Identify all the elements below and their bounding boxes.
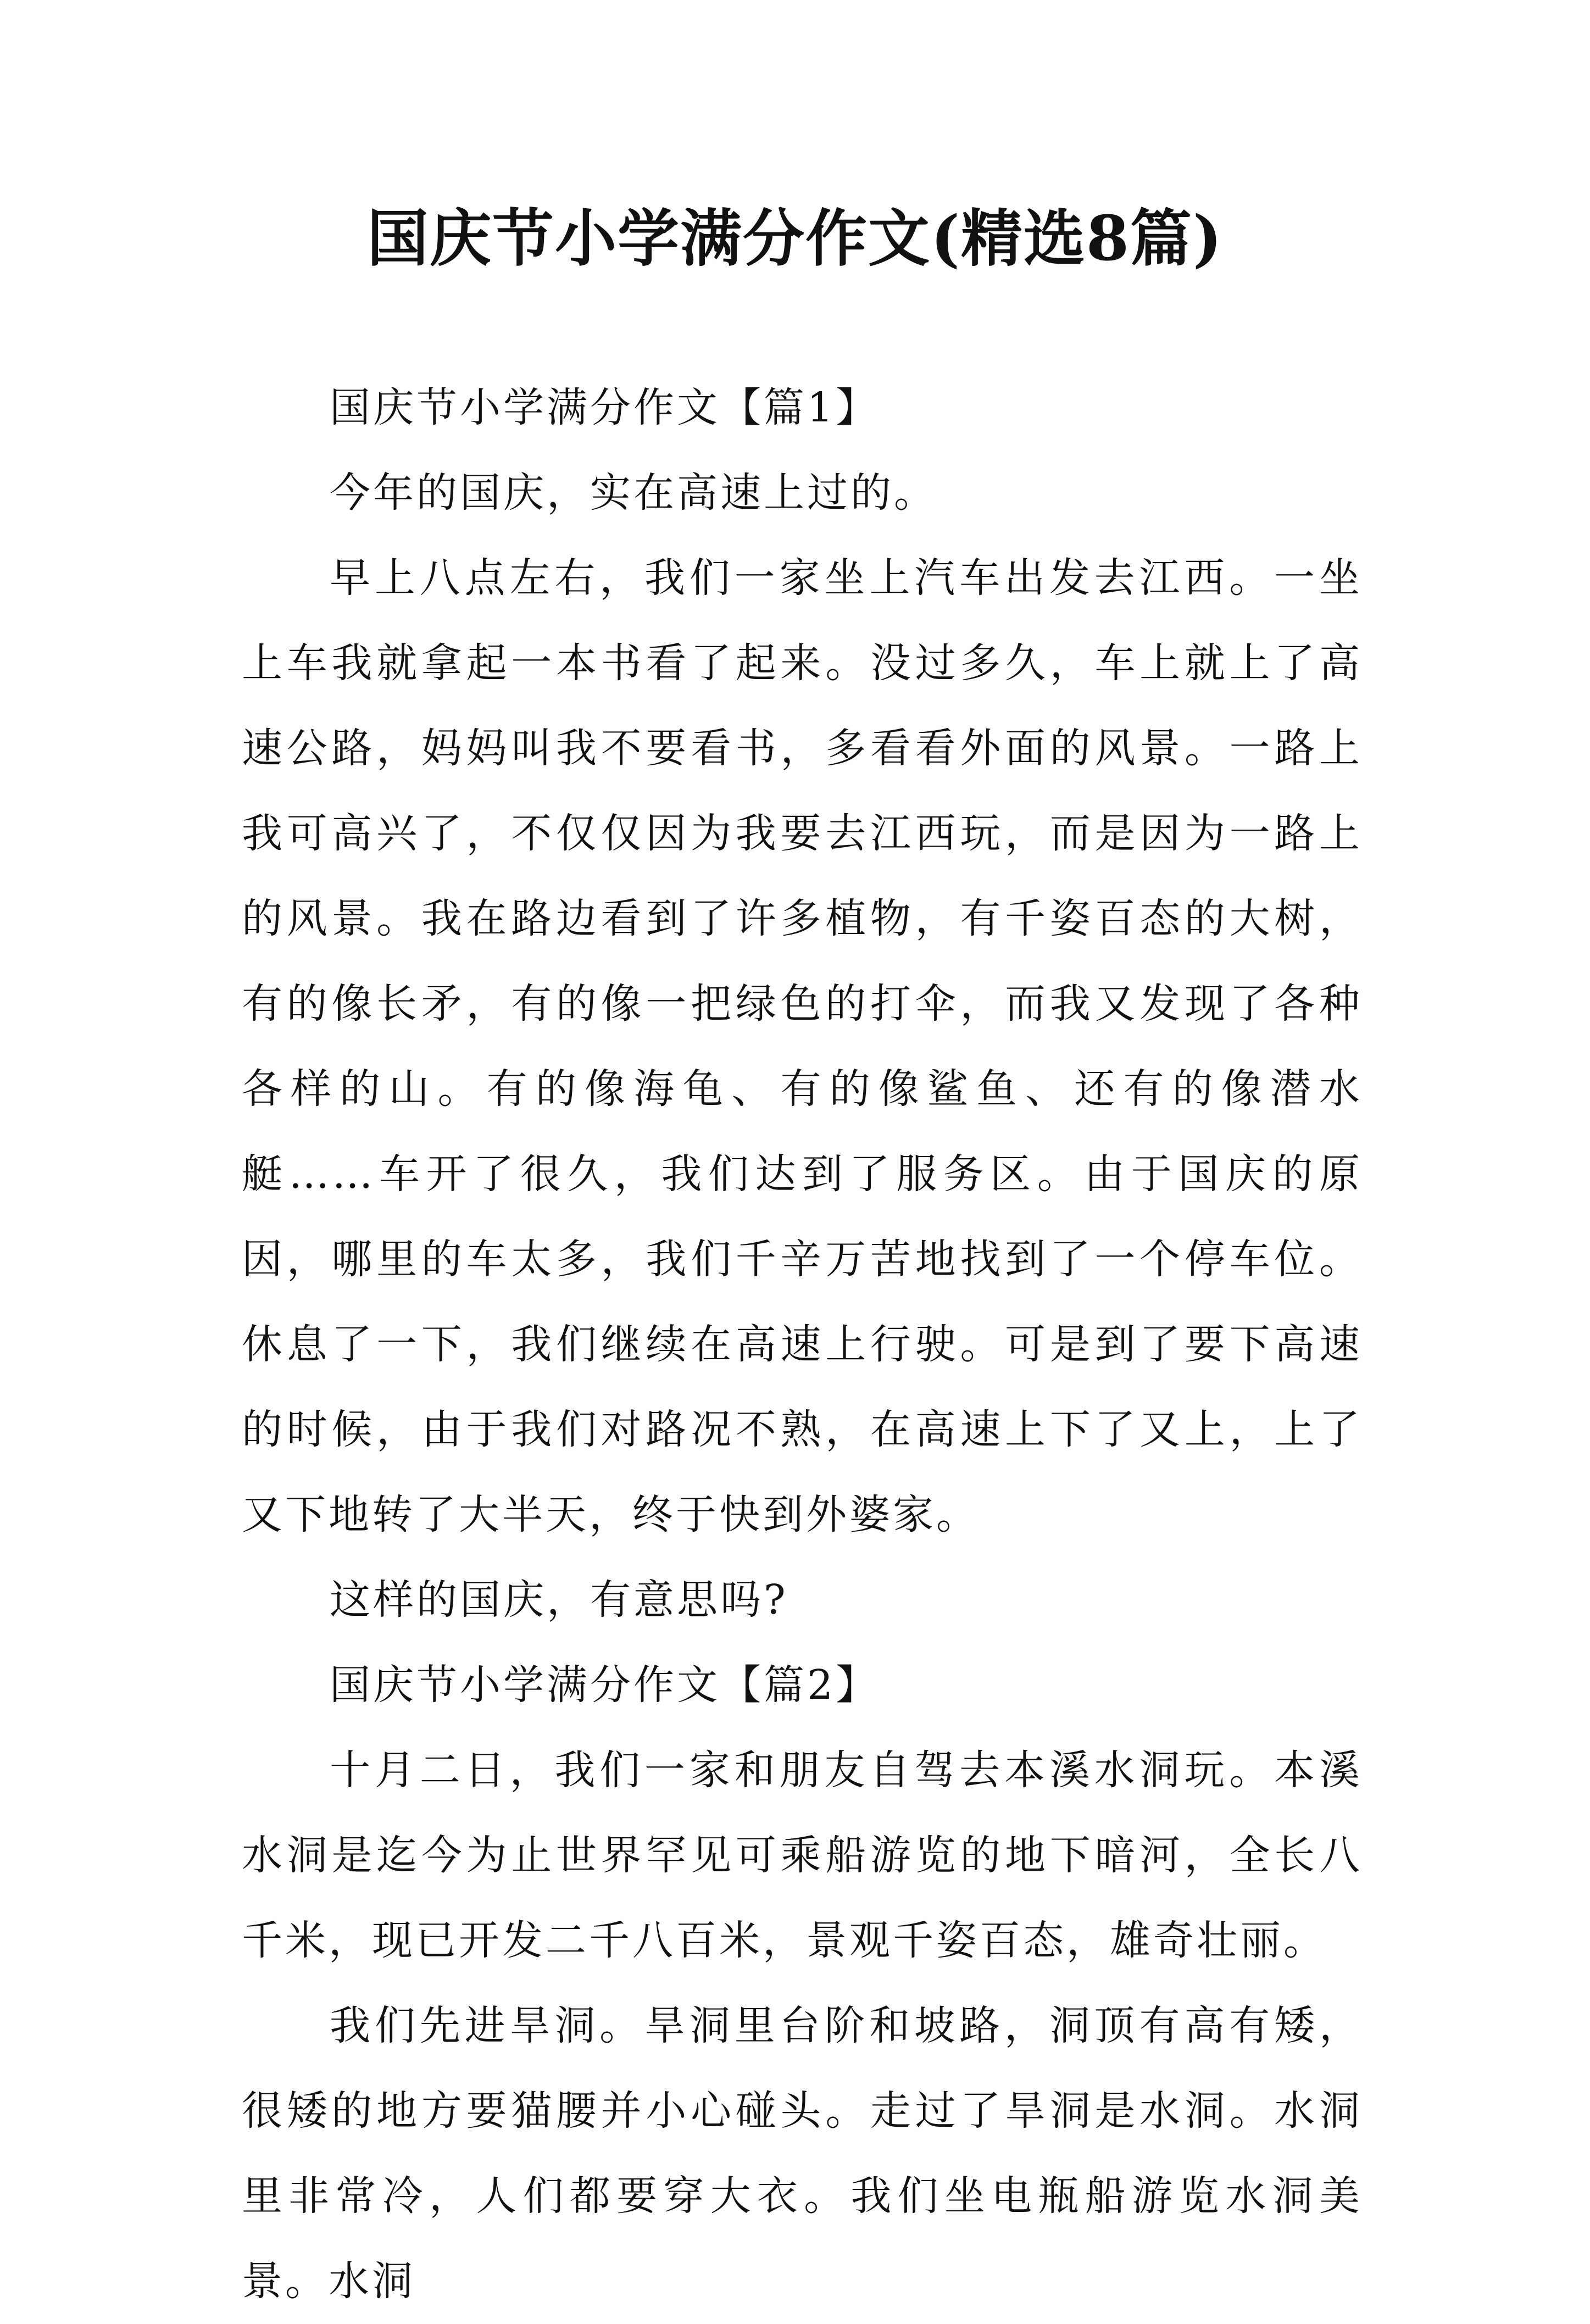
paragraph: 今年的国庆，实在高速上过的。	[330, 469, 937, 516]
document-body	[242, 365, 1363, 2324]
section-heading-2: 国庆节小学满分作文【篇2】	[330, 1661, 880, 1709]
paragraph: 我们先进旱洞。旱洞里台阶和坡路，洞顶有高有矮，很矮的地方要猫腰并小心碰头。走过了旱洞是水洞。水洞里非常冷，人们都要穿大衣。我们坐电瓶船游览水洞美景。水洞	[242, 2002, 1363, 2305]
paragraph: 十月二日，我们一家和朋友自驾去本溪水洞玩。本溪水洞是迄今为止世界罕见可乘船游览的地下暗河，全长八千米，现已开发二千八百米，景观千姿百态，雄奇壮丽。	[242, 1747, 1363, 1964]
section-heading-1: 国庆节小学满分作文【篇1】	[330, 384, 880, 431]
document-title: 国庆节小学满分作文(精选8篇)	[367, 203, 1223, 275]
paragraph: 早上八点左右，我们一家坐上汽车出发去江西。一坐上车我就拿起一本书看了起来。没过多久，车上就上了高速公路，妈妈叫我不要看书，多看看外面的风景。一路上我可高兴了，不仅仅因为我要去江西玩，而是因为一路上的风景。我在路边看到了许多植物，有千姿百态的大树，有的像长矛，有的像一把绿色的打伞，而我又发现了各种各样的山。有的像海龟、有的像鲨鱼、还有的像潜水艇……车开了很久，我们达到了服务区。由于国庆的原因，哪里的车太多，我们千辛万苦地找到了一个停车位。休息了一下，我们继续在高速上行驶。可是到了要下高速的时候，由于我们对路况不熟，在高速上下了又上，上了又下地转了大半天，终于快到外婆家。	[242, 554, 1363, 1538]
paragraph: 这样的国庆，有意思吗?	[330, 1576, 788, 1624]
